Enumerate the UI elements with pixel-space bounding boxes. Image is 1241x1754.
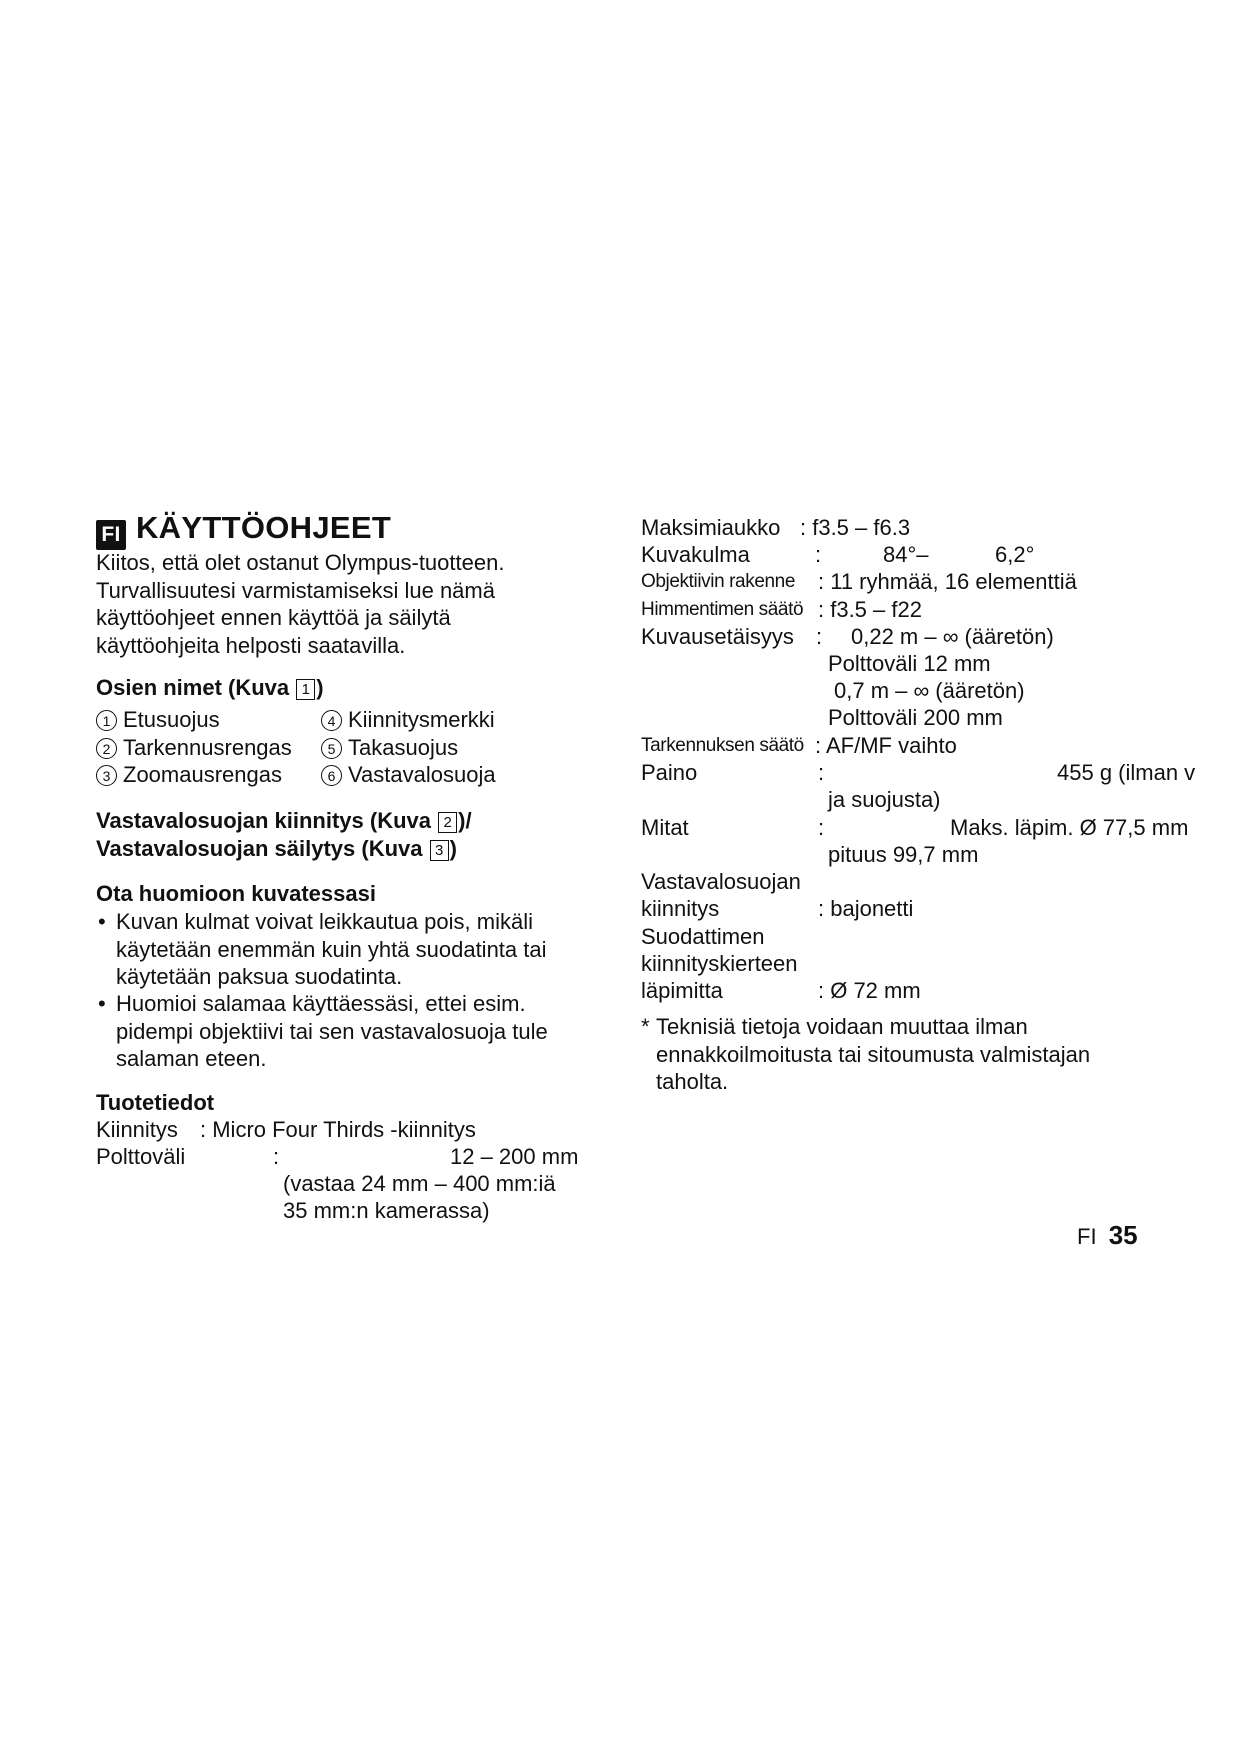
- filter-value: : Ø 72 mm: [818, 978, 921, 1003]
- distance-value: 0,7 m – ∞ (ääretön): [834, 678, 1025, 703]
- parts-heading: [96, 674, 324, 702]
- aperture-control-label: Himmentimen säätö: [641, 599, 804, 620]
- weight-value: 455 g (ilman v: [1057, 760, 1196, 785]
- hood-heading-suffix: )/: [458, 808, 472, 833]
- dims-colon: :: [818, 815, 825, 840]
- hood-heading-text: Vastavalosuojan kiinnitys (Kuva: [96, 808, 438, 833]
- angle-colon: :: [815, 542, 822, 567]
- notes-heading: Ota huomioon kuvatessasi: [96, 881, 376, 906]
- part-item: [96, 734, 292, 762]
- focal-note: (vastaa 24 mm – 400 mm:iä: [283, 1171, 556, 1196]
- filter-label: läpimitta: [641, 978, 723, 1003]
- part-label: Takasuojus: [348, 735, 459, 760]
- angle-value-wide: 84°–: [883, 542, 929, 567]
- hood-heading-line: [96, 807, 472, 835]
- circled-number: 4: [321, 710, 342, 731]
- hood-heading: [96, 807, 472, 862]
- parts-heading-text: Osien nimet (Kuva: [96, 675, 296, 700]
- footnote-line: ennakkoilmoitusta tai sitoumusta valmistajan: [656, 1041, 1091, 1067]
- note-bullet-2: [96, 990, 548, 1073]
- focal-colon: :: [273, 1144, 280, 1169]
- dims-value: Maks. läpim. Ø 77,5 mm: [950, 815, 1189, 840]
- intro-paragraph: [96, 549, 504, 659]
- part-label: Etusuojus: [123, 707, 220, 732]
- aperture-label: Maksimiaukko: [641, 515, 781, 540]
- construction-label: Objektiivin rakenne: [641, 571, 795, 592]
- bullet-mark: •: [98, 991, 106, 1016]
- page-footer: [1077, 1222, 1138, 1251]
- bullet-mark: •: [98, 909, 106, 934]
- note-line: Huomioi salamaa käyttäessäsi, ettei esim.: [116, 991, 526, 1016]
- mount-value: : Micro Four Thirds -kiinnitys: [200, 1117, 476, 1142]
- intro-line: käyttöohjeita helposti saatavilla.: [96, 632, 406, 658]
- circled-number: 6: [321, 765, 342, 786]
- footnote-line: Teknisiä tietoja voidaan muuttaa ilman: [656, 1014, 1028, 1039]
- product-heading: Tuotetiedot: [96, 1090, 215, 1115]
- dims-note: pituus 99,7 mm: [828, 842, 979, 867]
- weight-colon: :: [818, 760, 825, 785]
- parts-heading-suffix: ): [316, 675, 324, 700]
- circled-number: 5: [321, 738, 342, 759]
- part-label: Kiinnitysmerkki: [348, 707, 495, 732]
- hood-mount-value: : bajonetti: [818, 896, 914, 921]
- intro-line: Turvallisuutesi varmistamiseksi lue nämä: [96, 577, 495, 603]
- focal-note: 35 mm:n kamerassa): [283, 1198, 490, 1223]
- note-line: pidempi objektiivi tai sen vastavalosuoja tule: [116, 1018, 548, 1044]
- note-line: salaman eteen.: [116, 1046, 267, 1071]
- weight-note: ja suojusta): [828, 787, 941, 812]
- footer-language: FI: [1077, 1224, 1097, 1249]
- hood-mount-label: Vastavalosuojan: [641, 869, 801, 894]
- circled-number: 3: [96, 765, 117, 786]
- note-line: Kuvan kulmat voivat leikkautua pois, mikäli: [116, 909, 533, 934]
- part-item: [96, 706, 220, 734]
- part-label: Zoomausrengas: [123, 762, 282, 787]
- language-badge: FI: [96, 520, 126, 550]
- focus-control-label: Tarkennuksen säätö: [641, 735, 804, 756]
- intro-line: käyttöohjeet ennen käyttöä ja säilytä: [96, 605, 451, 630]
- footnote-mark: *: [641, 1014, 650, 1039]
- section-title: [96, 510, 392, 550]
- aperture-value: : f3.5 – f6.3: [800, 515, 911, 540]
- part-label: Vastavalosuoja: [348, 762, 496, 787]
- focal-label: Polttoväli: [96, 1144, 186, 1169]
- part-item: [96, 761, 282, 789]
- part-label: Tarkennusrengas: [123, 735, 292, 760]
- filter-label: kiinnityskierteen: [641, 951, 798, 976]
- footnote: [641, 1013, 1090, 1096]
- intro-line: Kiitos, että olet ostanut Olympus-tuotteen.: [96, 550, 505, 575]
- filter-label: Suodattimen: [641, 924, 765, 949]
- part-item: [321, 734, 458, 762]
- mount-label: Kiinnitys: [96, 1117, 178, 1142]
- page-number: 35: [1108, 1220, 1138, 1250]
- weight-label: Paino: [641, 760, 698, 785]
- distance-label: Kuvausetäisyys: [641, 624, 794, 649]
- hood-heading-line: [96, 835, 472, 863]
- angle-label: Kuvakulma: [641, 542, 750, 567]
- figure-ref-box: 2: [438, 812, 457, 833]
- figure-ref-box: 3: [430, 840, 449, 861]
- focus-control-value: : AF/MF vaihto: [815, 733, 957, 758]
- focal-value: 12 – 200 mm: [450, 1144, 579, 1169]
- construction-value: : 11 ryhmää, 16 elementtiä: [818, 569, 1077, 594]
- distance-value: Polttoväli 12 mm: [828, 651, 991, 676]
- angle-value-tele: 6,2°: [995, 542, 1035, 567]
- hood-mount-label: kiinnitys: [641, 896, 720, 921]
- hood-heading-text: Vastavalosuojan säilytys (Kuva: [96, 835, 429, 861]
- dims-label: Mitat: [641, 815, 689, 840]
- distance-colon: :: [816, 624, 823, 649]
- note-line: käytetään enemmän kuin yhtä suodatinta tai: [116, 936, 547, 962]
- title-text: KÄYTTÖOHJEET: [136, 510, 392, 545]
- distance-value: 0,22 m – ∞ (ääretön): [851, 624, 1054, 649]
- note-line: käytetään paksua suodatinta.: [116, 964, 403, 989]
- part-item: [321, 761, 496, 789]
- distance-value: Polttoväli 200 mm: [828, 705, 1003, 730]
- figure-ref-box: 1: [296, 679, 315, 700]
- aperture-control-value: : f3.5 – f22: [818, 597, 922, 622]
- circled-number: 2: [96, 738, 117, 759]
- hood-heading-suffix: ): [449, 835, 457, 861]
- circled-number: 1: [96, 710, 117, 731]
- footnote-line: taholta.: [656, 1069, 729, 1094]
- note-bullet-1: [96, 908, 547, 991]
- part-item: [321, 706, 495, 734]
